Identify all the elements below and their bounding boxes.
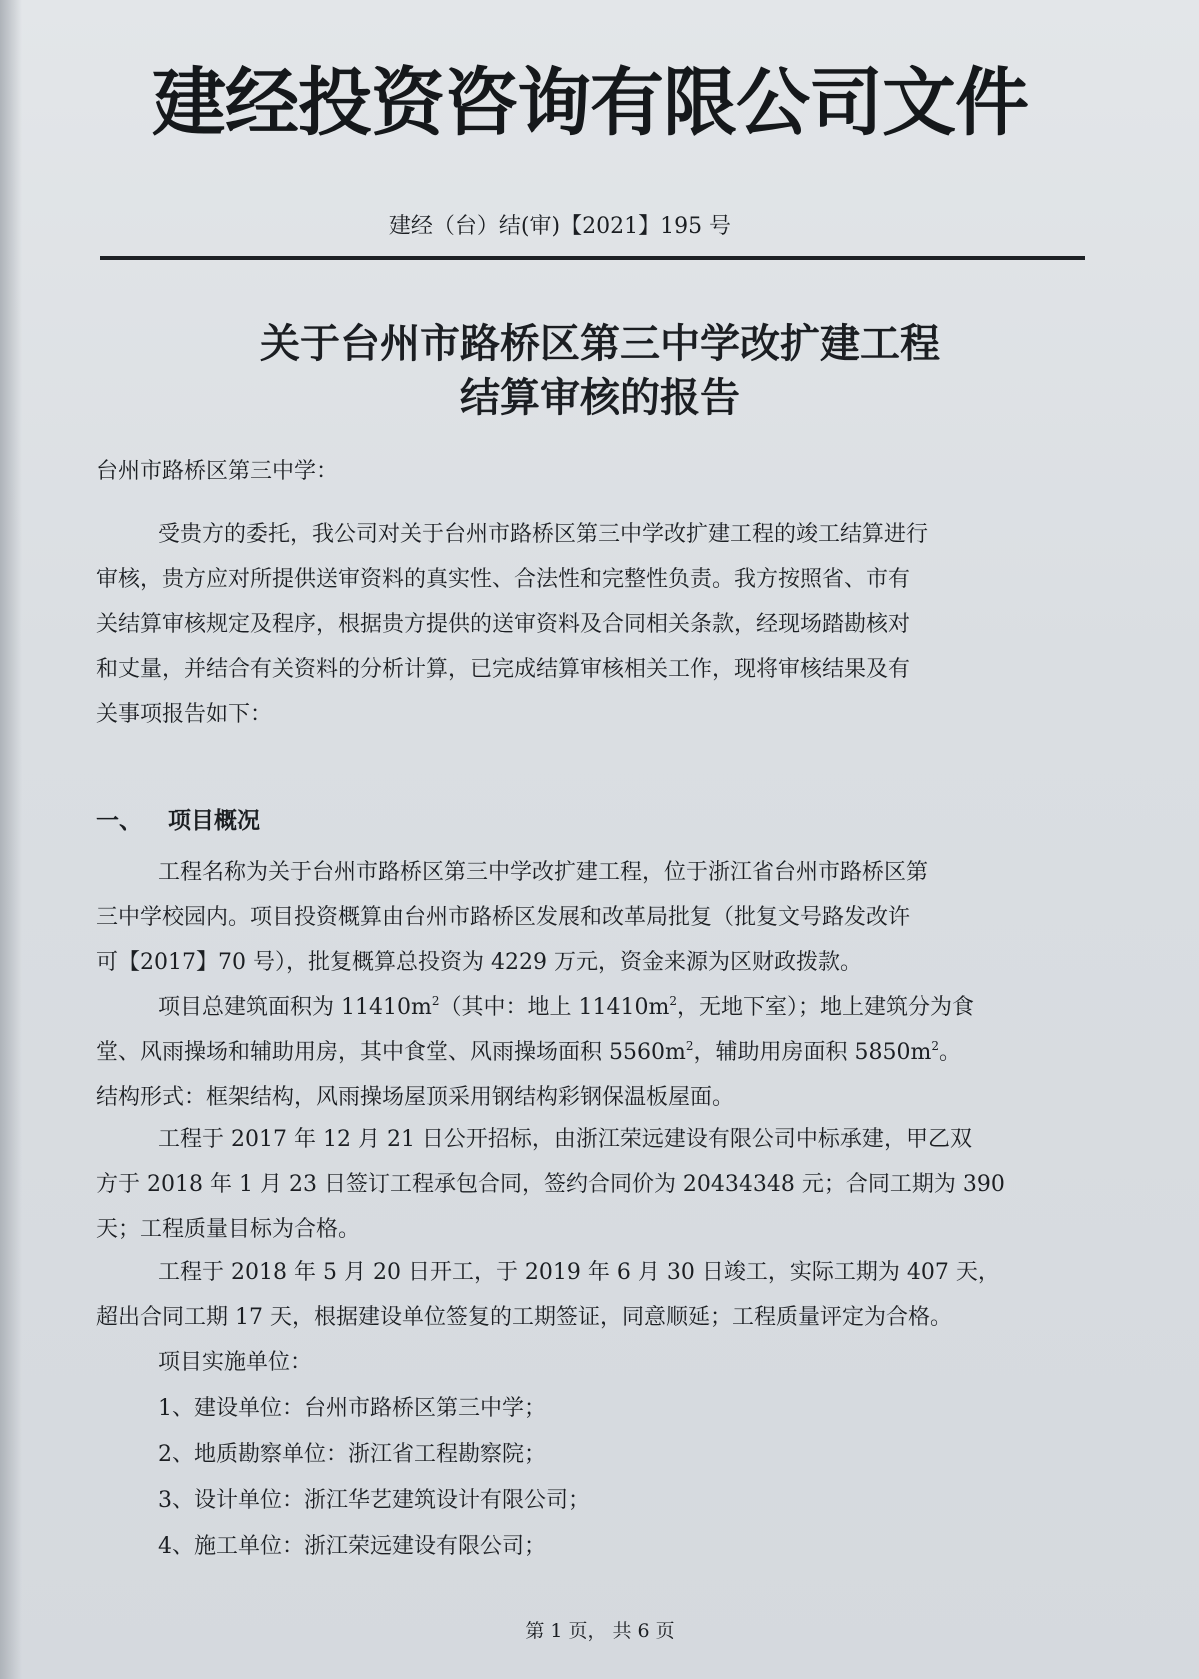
- intro-line-3: 关结算审核规定及程序，根据贵方提供的送审资料及合同相关条款，经现场踏勘核对: [96, 612, 911, 637]
- p1-line-2: 三中学校园内。项目投资概算由台州市路桥区发展和改革局批复（批复文号路发改许: [96, 905, 911, 930]
- report-title: [150, 318, 1050, 426]
- unit-item: 4、施工单位：浙江荣远建设有限公司；: [158, 1534, 546, 1559]
- project-paragraph-2: [96, 985, 1086, 1120]
- report-title-line-1: 关于台州市路桥区第三中学改扩建工程: [260, 321, 940, 367]
- intro-line-5: 关事项报告如下：: [96, 702, 273, 727]
- p4-line-2: 超出合同工期 17 天，根据建设单位签复的工期签证，同意顺延；工程质量评定为合格。: [96, 1305, 952, 1330]
- p1-line-1: 工程名称为关于台州市路桥区第三中学改扩建工程，位于浙江省台州市路桥区第: [158, 860, 929, 885]
- unit-item: 3、设计单位：浙江华艺建筑设计有限公司；: [158, 1488, 590, 1513]
- p2-text-e: ，辅助用房面积 5850m: [693, 1040, 932, 1065]
- intro-line-2: 审核，贵方应对所提供送审资料的真实性、合法性和完整性负责。我方按照省、市有: [96, 567, 911, 592]
- p3-line-2: 方于 2018 年 1 月 23 日签订工程承包合同，签约合同价为 20434348 元；合同工期为 390: [96, 1172, 1005, 1197]
- area-superscript: 2: [431, 994, 440, 1008]
- project-paragraph-4: [96, 1250, 1086, 1340]
- area-superscript: 2: [669, 994, 677, 1008]
- section-1-heading: [96, 806, 1086, 836]
- letterhead-title: 建经投资咨询有限公司文件: [152, 60, 1028, 146]
- p3-line-1: 工程于 2017 年 12 月 21 日公开招标，由浙江荣远建设有限公司中标承建，甲乙双: [158, 1127, 972, 1152]
- project-paragraph-1: [96, 850, 1086, 985]
- p2-text-d: 堂、风雨操场和辅助用房，其中食堂、风雨操场面积 5560m: [96, 1040, 686, 1065]
- document-number: 建经（台）结(审)【2021】195 号: [388, 214, 732, 239]
- p2-text-f: 。: [938, 1040, 961, 1065]
- p2-text-b: （其中：地上 11410m: [439, 995, 670, 1020]
- p2-line-3: 结构形式：框架结构，风雨操场屋顶采用钢结构彩钢保温板屋面。: [96, 1085, 735, 1110]
- area-superscript: 2: [685, 1039, 694, 1053]
- section-1-number: 一、: [96, 808, 142, 834]
- p1-line-3: 可【2017】70 号），批复概算总投资为 4229 万元，资金来源为区财政拨款。: [96, 950, 862, 975]
- report-title-line-2: 结算审核的报告: [460, 375, 740, 421]
- intro-paragraph: [96, 512, 1086, 737]
- page-footer: 第 1 页， 共 6 页: [525, 1620, 675, 1642]
- area-superscript: 2: [931, 1039, 939, 1053]
- p2-text-c: ，无地下室）；地上建筑分为食: [676, 995, 974, 1020]
- unit-item: 1、建设单位：台州市路桥区第三中学；: [158, 1396, 546, 1421]
- p4-line-1: 工程于 2018 年 5 月 20 日开工，于 2019 年 6 月 30 日竣工，实际工期为 407 天，: [158, 1260, 1000, 1285]
- intro-line-1: 受贵方的委托，我公司对关于台州市路桥区第三中学改扩建工程的竣工结算进行: [158, 522, 929, 547]
- implementation-units: [96, 1340, 1086, 1570]
- header-divider: [100, 256, 1085, 260]
- binding-shadow: [0, 0, 22, 1679]
- p3-line-3: 天；工程质量目标为合格。: [96, 1217, 361, 1242]
- p2-line-2: [96, 1030, 1086, 1075]
- section-1-title: 项目概况: [168, 808, 260, 834]
- p2-line-1: [96, 985, 1086, 1030]
- addressee: 台州市路桥区第三中学：: [96, 459, 339, 484]
- p2-text-a: 项目总建筑面积为 11410m: [158, 995, 432, 1020]
- intro-line-4: 和丈量，并结合有关资料的分析计算，已完成结算审核相关工作，现将审核结果及有: [96, 657, 911, 682]
- unit-item: 2、地质勘察单位：浙江省工程勘察院；: [158, 1442, 546, 1467]
- units-intro: 项目实施单位：: [158, 1350, 313, 1375]
- project-paragraph-3: [96, 1117, 1086, 1252]
